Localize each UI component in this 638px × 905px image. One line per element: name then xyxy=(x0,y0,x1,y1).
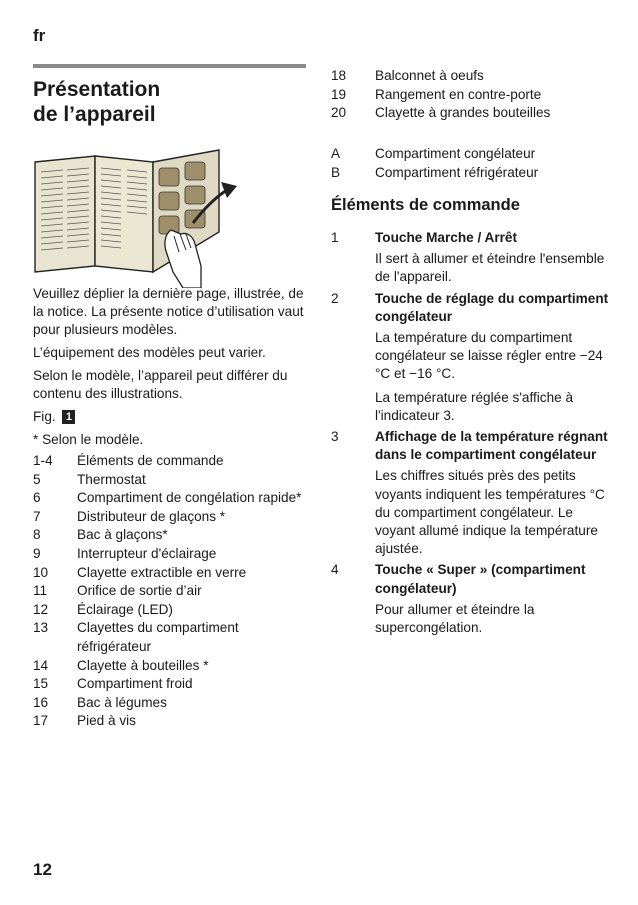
list-item xyxy=(331,145,611,164)
item-label: Éléments de commande xyxy=(77,453,224,468)
figure-label: Fig. xyxy=(33,409,56,424)
item-number: 5 xyxy=(33,471,41,487)
compartments-list xyxy=(331,145,611,182)
item-number: 17 xyxy=(33,713,49,729)
list-item xyxy=(33,582,308,601)
item-number: 14 xyxy=(33,657,49,673)
item-number: 8 xyxy=(33,527,41,543)
item-number: 13 xyxy=(33,620,49,636)
item-number: 9 xyxy=(33,545,41,561)
item-label: Clayette à grandes bouteilles xyxy=(375,105,551,121)
control-number: 4 xyxy=(331,562,339,578)
item-number: 11 xyxy=(33,583,48,599)
control-item xyxy=(331,290,611,425)
page-title xyxy=(33,77,160,127)
item-label: Clayette extractible en verre xyxy=(77,564,247,580)
list-item xyxy=(33,657,308,676)
item-label: Thermostat xyxy=(77,471,146,487)
language-label: fr xyxy=(33,26,46,45)
intro-text xyxy=(33,285,308,454)
controls-list xyxy=(331,229,611,640)
item-number: 10 xyxy=(33,564,49,580)
list-item xyxy=(33,694,308,713)
item-label: Bac à glaçons* xyxy=(77,527,168,543)
item-number: 1-4 xyxy=(33,453,53,468)
title-line-1: Présentation xyxy=(33,78,161,101)
figure-reference xyxy=(33,408,308,426)
control-description: La température réglée s'affiche à l'indicateur 3. xyxy=(375,389,574,423)
section-rule xyxy=(33,64,306,68)
intro-paragraph: L’équipement des modèles peut varier. xyxy=(33,345,266,360)
list-item xyxy=(33,545,308,564)
item-label: Pied à vis xyxy=(77,713,136,729)
item-number: 16 xyxy=(33,694,49,710)
controls-heading: Éléments de commande xyxy=(331,196,520,214)
item-label: Compartiment froid xyxy=(77,676,193,692)
list-item xyxy=(33,675,308,694)
list-item xyxy=(331,164,611,183)
item-label: Balconnet à oeufs xyxy=(375,68,484,83)
control-number: 3 xyxy=(331,429,339,445)
item-letter: B xyxy=(331,164,341,180)
unfold-page-illustration xyxy=(33,148,258,288)
parts-list-left xyxy=(33,452,308,731)
item-label: Distributeur de glaçons * xyxy=(77,508,226,524)
control-title: Touche Marche / Arrêt xyxy=(375,230,518,245)
list-item xyxy=(33,564,308,583)
item-number: 18 xyxy=(331,68,347,83)
control-number: 2 xyxy=(331,290,339,306)
list-item xyxy=(33,489,308,508)
item-number: 19 xyxy=(331,86,347,102)
item-label: Rangement en contre-porte xyxy=(375,86,542,102)
item-number: 7 xyxy=(33,508,41,524)
item-number: 15 xyxy=(33,676,49,692)
item-number: 6 xyxy=(33,490,41,506)
item-label: Compartiment congélateur xyxy=(375,146,536,161)
item-label: Bac à légumes xyxy=(77,694,167,710)
list-item xyxy=(33,508,308,527)
parts-list-right xyxy=(331,67,611,123)
figure-number-badge: 1 xyxy=(62,410,75,424)
item-number: 12 xyxy=(33,601,49,617)
list-item xyxy=(331,86,611,105)
item-number: 20 xyxy=(331,105,347,121)
control-title: Affichage de la température régnant dans le compartiment congélateur xyxy=(375,429,608,463)
list-item xyxy=(33,712,308,731)
item-label: Éclairage (LED) xyxy=(77,601,173,617)
item-label: Clayettes du compartiment réfrigérateur xyxy=(77,620,239,654)
model-note: * Selon le modèle. xyxy=(33,432,144,447)
item-label: Interrupteur d'éclairage xyxy=(77,545,217,561)
list-item xyxy=(331,67,611,86)
list-item xyxy=(33,601,308,620)
item-letter: A xyxy=(331,146,341,161)
page-number: 12 xyxy=(33,860,52,879)
title-line-2: de l’appareil xyxy=(33,103,156,126)
list-item xyxy=(33,619,308,656)
item-label: Compartiment de congélation rapide* xyxy=(77,490,302,506)
control-number: 1 xyxy=(331,230,339,245)
control-title: Touche de réglage du compartiment congélateur xyxy=(375,290,609,324)
item-label: Compartiment réfrigérateur xyxy=(375,164,539,180)
control-description: Les chiffres situés près des petits voyants indiquent les températures °C du compartiment congélateur. Le voyant allumé indique la température ajustée. xyxy=(375,468,605,557)
list-item xyxy=(33,452,308,471)
control-item xyxy=(331,428,611,558)
list-item xyxy=(33,471,308,490)
control-item xyxy=(331,229,611,287)
control-description: La température du compartiment congélateur se laisse régler entre −24 °C et −16 °C. xyxy=(375,330,603,382)
control-title: Touche « Super » (compartiment congélateur) xyxy=(375,562,586,596)
list-item xyxy=(331,104,611,123)
list-item xyxy=(33,526,308,545)
item-label: Clayette à bouteilles * xyxy=(77,657,209,673)
control-description: Il sert à allumer et éteindre l'ensemble de l'appareil. xyxy=(375,251,605,285)
item-label: Orifice de sortie d’air xyxy=(77,583,202,599)
control-description: Pour allumer et éteindre la supercongélation. xyxy=(375,601,535,636)
intro-paragraph: Veuillez déplier la dernière page, illustrée, de la notice. La présente notice d’utilisation vaut pour plusieurs modèles. xyxy=(33,286,304,337)
intro-paragraph: Selon le modèle, l’appareil peut différer du contenu des illustrations. xyxy=(33,368,288,401)
control-item xyxy=(331,561,611,637)
